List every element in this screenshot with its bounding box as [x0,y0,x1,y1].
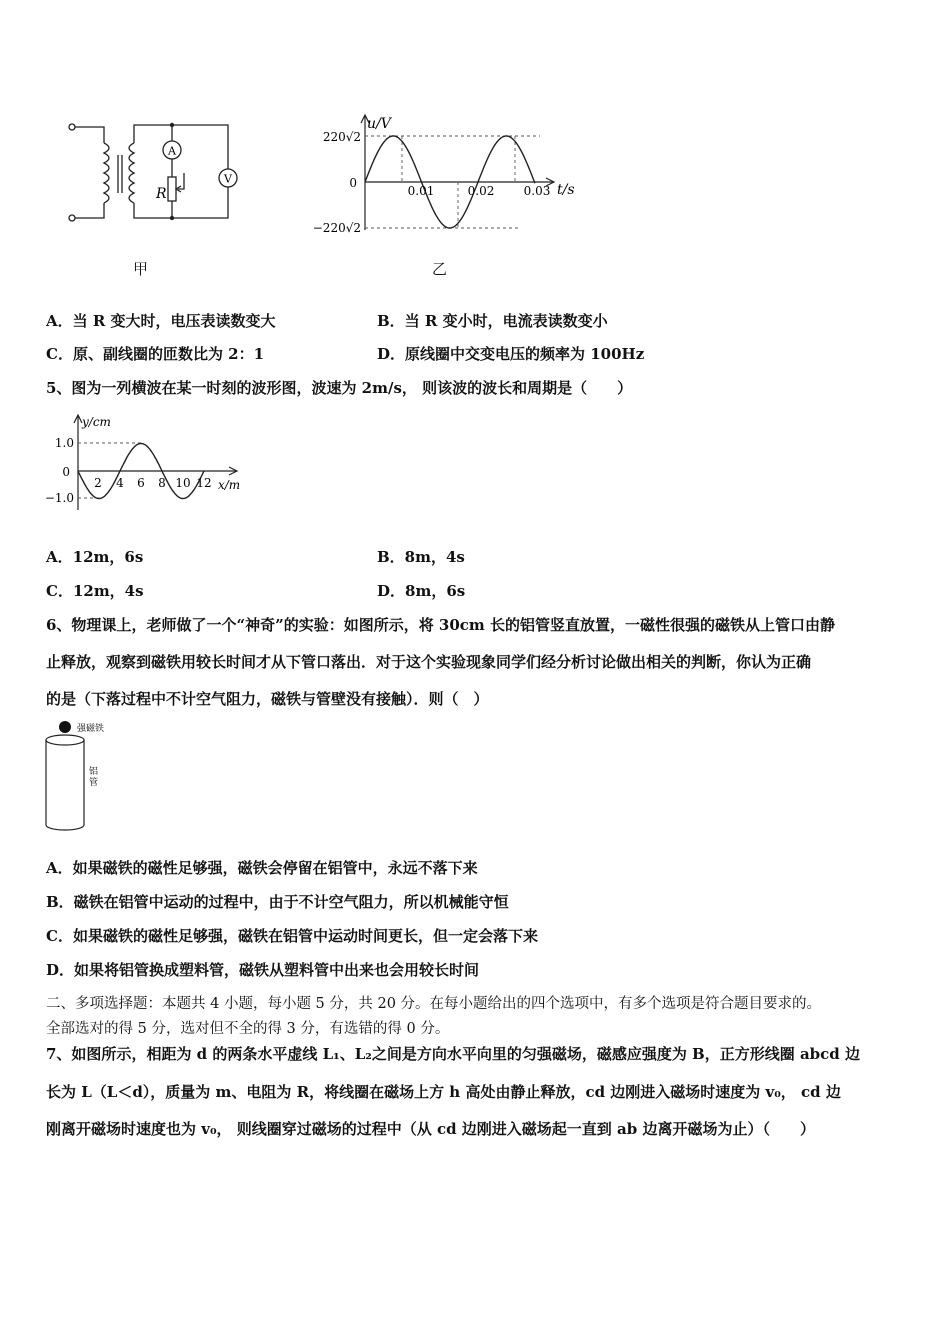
x-tick-label: 0.01 [407,184,435,198]
y-max-label: 1.0 [54,436,74,450]
magnet-label: 强磁铁 [77,724,105,734]
voltmeter-symbol: V [224,172,232,186]
aluminum-tube [46,740,84,830]
q4-option-b[interactable]: B．当 R 变小时，电流表读数变小 [377,312,608,330]
magnet [59,721,71,733]
x-tick-label: 6 [137,476,145,490]
ammeter-symbol: A [168,144,176,158]
q6-stem-line-1: 6、物理课上，老师做了一个“神奇”的实验：如图所示，将 30cm 长的铝管竖直放置，一磁性很强的磁铁从上管口由静 [46,616,836,634]
y-min-label: −220√2 [312,221,361,235]
q6-stem-line-3: 的是（下落过程中不计空气阻力，磁铁与管壁没有接触）．则（ ） [46,690,489,708]
x-tick-label: 12 [196,476,212,490]
resistor-label: R [156,186,167,202]
q7-stem-line-2: 长为 L（L＜d），质量为 m、电阻为 R，将线圈在磁场上方 h 高处由静止释放，cd 边刚进入磁场时速度为 v₀， cd 边 [46,1083,841,1101]
figure-caption-yi: 乙 [432,260,448,278]
q5-option-d[interactable]: D．8m，6s [377,582,466,600]
q4-option-a[interactable]: A．当 R 变大时，电压表读数变大 [46,312,276,330]
tube-label: 管 [89,778,99,788]
x-axis-label: x/m [218,478,241,492]
x-tick-label: 0.03 [523,184,551,198]
x-tick-label: 10 [175,476,191,490]
secondary-coil [129,143,134,203]
magnet-tube-figure [40,718,130,836]
q6-option-a[interactable]: A．如果磁铁的磁性足够强，磁铁会停留在铝管中，永远不落下来 [46,859,478,877]
primary-coil [104,143,109,203]
section-heading-line-2: 全部选对的得 5 分，选对但不全的得 3 分，有选错的得 0 分。 [46,1021,450,1037]
x-tick-label: 8 [158,476,166,490]
primary-terminal-bottom [69,215,75,221]
figure-caption-jia: 甲 [133,260,149,278]
primary-terminal-top [69,124,75,130]
q7-stem-line-3: 刚离开磁场时速度也为 v₀， 则线圈穿过磁场的过程中（从 cd 边刚进入磁场起一直到 ab 边离开磁场为止）（ ） [46,1120,815,1138]
q6-option-c[interactable]: C．如果磁铁的磁性足够强，磁铁在铝管中运动时间更长，但一定会落下来 [46,927,538,945]
q7-stem-line-1: 7、如图所示，相距为 d 的两条水平虚线 L₁、L₂之间是方向水平向里的匀强磁场，磁感应强度为 B，正方形线圈 abcd 边 [46,1045,861,1063]
x-tick-label: 2 [94,476,102,490]
x-tick-label: 4 [116,476,124,490]
q4-option-d[interactable]: D．原线圈中交变电压的频率为 100Hz [377,345,645,363]
transverse-wave-graph [40,410,250,515]
x-tick-label: 0.02 [467,184,495,198]
voltage-time-graph [305,110,595,240]
y-axis-label: u/V [367,116,391,132]
q6-stem-line-2: 止释放，观察到磁铁用较长时间才从下管口落出．对于这个实验现象同学们经分析讨论做出相关的判断，你认为正确 [46,653,812,671]
q5-option-a[interactable]: A．12m，6s [46,548,144,566]
q6-option-b[interactable]: B．磁铁在铝管中运动的过程中，由于不计空气阻力，所以机械能守恒 [46,893,509,911]
section-heading-line-1: 二、多项选择题：本题共 4 小题，每小题 5 分，共 20 分。在每小题给出的四个选项中，有多个选项是符合题目要求的。 [46,996,822,1012]
q5-stem: 5、图为一列横波在某一时刻的波形图，波速为 2m/s， 则该波的波长和周期是（ ） [46,379,633,397]
y-max-label: 220√2 [322,130,361,144]
origin-label: 0 [349,176,357,190]
q4-option-c[interactable]: C．原、副线圈的匝数比为 2：1 [46,345,265,363]
y-min-label: −1.0 [44,491,74,505]
q6-option-d[interactable]: D．如果将铝管换成塑料管，磁铁从塑料管中出来也会用较长时间 [46,961,480,979]
y-axis-label: y/cm [82,415,111,429]
transformer-circuit-diagram [60,115,250,230]
x-axis-label: t/s [557,182,575,198]
origin-label: 0 [62,465,70,479]
q5-option-b[interactable]: B．8m，4s [377,548,465,566]
q5-option-c[interactable]: C．12m，4s [46,582,144,600]
tube-label: 铝 [89,767,99,777]
